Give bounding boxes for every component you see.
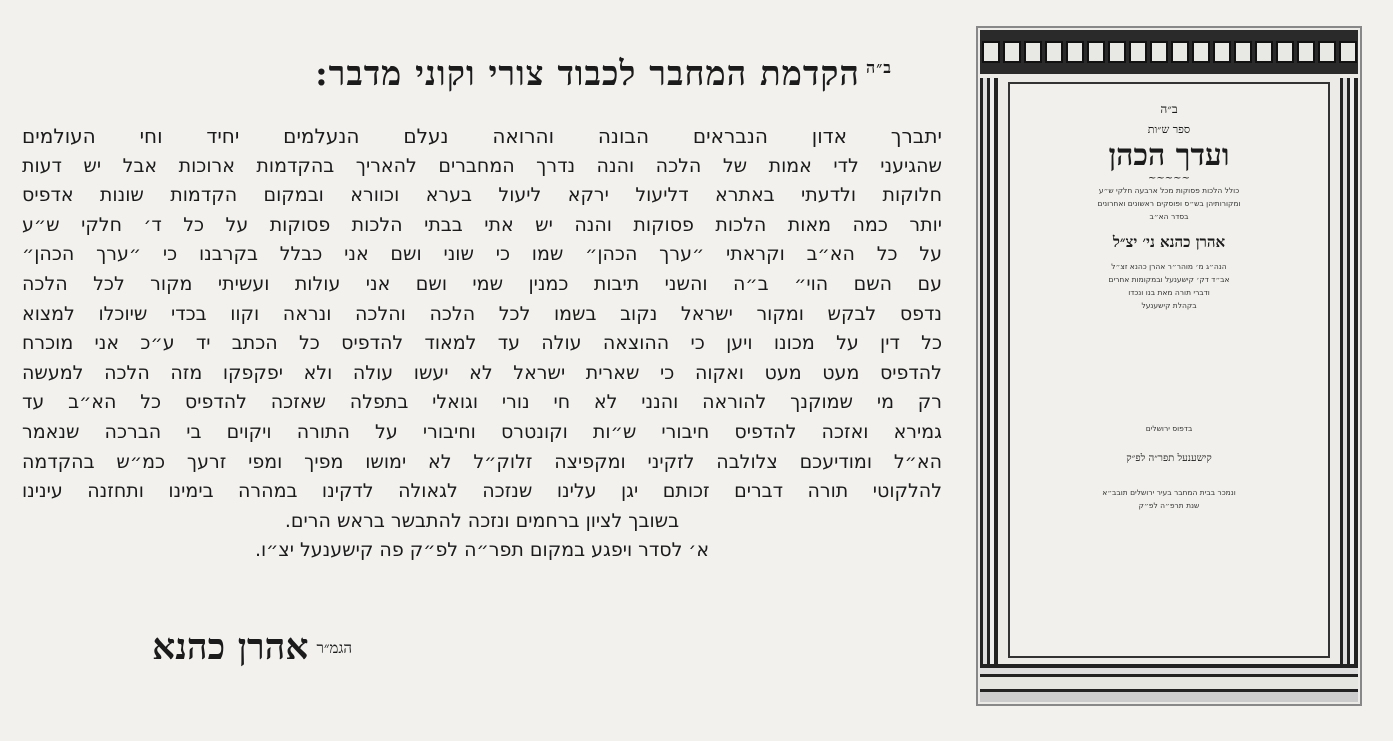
text-line: על כל הא״ב וקראתי ״ערך הכהן״ שמו כי שוני ושם אני כבלל בקרבנו כי ״ערך הכהן״ [22, 243, 942, 266]
printer-line: בדפוס ירושלים [1145, 424, 1193, 433]
details-line: הנה״ג מ׳ מוהר״ר אהרן כהנא זצ״ל [1111, 262, 1227, 271]
title-text: הקדמת המחבר לכבוד צורי וקוני מדבר: [315, 54, 860, 94]
text-line: בשובך לציון ברחמים ונזכה להתבשר בראש הרים. [284, 509, 680, 532]
text-line: חלוקות ולדעתי באתרא דליעול ירקא ליעול בערא וכוורא ובמקום הקדמות שונות אדפיס [22, 184, 942, 207]
left-pillar-ornament [980, 78, 998, 666]
author-name: אהרן כהנא ני׳ יצ״ל [1112, 233, 1226, 251]
signature [152, 626, 352, 668]
place-line: קישענעל תפר״ה לפ״ק [1126, 453, 1212, 464]
details-line: אב״ד דק׳ קישענעל ובמקומות אחרים [1108, 275, 1230, 284]
text-line: להלקוטי תורה דברים זכותם יגן עלינו שנזכה לגאולה לדקינו במהרה בימינו ותחזנה עינינו [22, 480, 942, 503]
signature-label: הגמ״ר [316, 638, 352, 657]
book-title-page [976, 26, 1362, 706]
title-ornament: ~~~~~ [1148, 173, 1190, 184]
text-line: הא״ל ומודיעכם צלולבה לזקיני ומקפיצה זלוק״ל לא ימושו מפיך ומפי זרעך כמ״ש בהקדמה [22, 450, 942, 473]
signature-name: אהרן כהנא [152, 626, 309, 668]
details-line: בקהלת קישענעל [1141, 301, 1197, 310]
description-line: כולל הלכות פסוקות מכל ארבעה חלקי ש״ע [1098, 186, 1240, 195]
text-line: רק מי שמוקנך להוראה והנני לא חי נורי וגואלי בתפלה שאזכה להדפיס כל הא״ב עד [22, 391, 942, 414]
text-line: כל דין על מכונו ויען כי ההוצאה עולה עד למאוד להדפיס כל הכתב יד ע״כ אני מוכרח [22, 332, 942, 355]
introduction-text-block [22, 48, 942, 698]
ornamental-top-border [980, 30, 1358, 74]
text-line: יותר כמה מאות הלכות פסוקות והנה יש אתי בבתי הלכות פסוקות על כל ד׳ חלקי ש״ע [22, 213, 942, 236]
introduction-title [315, 54, 892, 94]
title-page-sefer: ספר ש״ות [1147, 123, 1191, 136]
title-prefix: ב״ה [866, 57, 892, 77]
details-line: ודברי תורה מאת בנו ונכדו [1128, 288, 1210, 297]
date-line: א׳ לסדר ויפגע במקום תפר״ה לפ״ק פה קישענעל יצ״ו. [254, 539, 710, 562]
text-line: שהגיעני לדי אמות של הלכה והנה נדרך המחברים להאריך בהקדמות ארוכות אבל יש דעות [22, 154, 942, 177]
text-line: יתברך אדון הנבראים הבונה והרואה נעלם הנעלמים יחיד וחי העולמים [22, 124, 942, 148]
text-line: נדפס לבקש ומקור ישראל נקוב בשמו לכל הלכה והלכה ונראה וקוו בכדי שיוכלו למצוא [22, 302, 942, 325]
title-page-bh: ב״ה [1160, 102, 1178, 116]
text-line: להדפיס מעט מעט ואקוה כי שארית ישראל לא יעשו עולה ולא יפקפקו מזה הלכה למעשה [22, 361, 942, 384]
book-title: ועדך הכהן [1108, 138, 1230, 173]
right-pillar-ornament [1340, 78, 1358, 666]
footer-line: שנת תרפ״ה לפ״ק [1138, 501, 1200, 510]
description-line: בסדר הא״ב [1149, 212, 1189, 221]
footer-line: ונמכר בבית המחבר בעיר ירושלים תובב״א [1102, 488, 1236, 497]
text-line: גמירא ואזכה להדפיס חיבורי ש״ות וקונטרס וחיבורי על התורה ויקוים בי הברכה שנאמר [22, 420, 942, 443]
description-line: ומקורותיהן בש״ס ופוסקים ראשונים ואחרונים [1097, 199, 1241, 208]
introduction-body [22, 122, 942, 566]
ornamental-bottom-border [980, 664, 1358, 702]
text-line: עם השם הוי״ ב״ה והשני תיבות כמנין שמי ושם אני עולות ועשיתי מקור לכל הלכה [22, 272, 942, 295]
title-page-content [1008, 82, 1330, 658]
